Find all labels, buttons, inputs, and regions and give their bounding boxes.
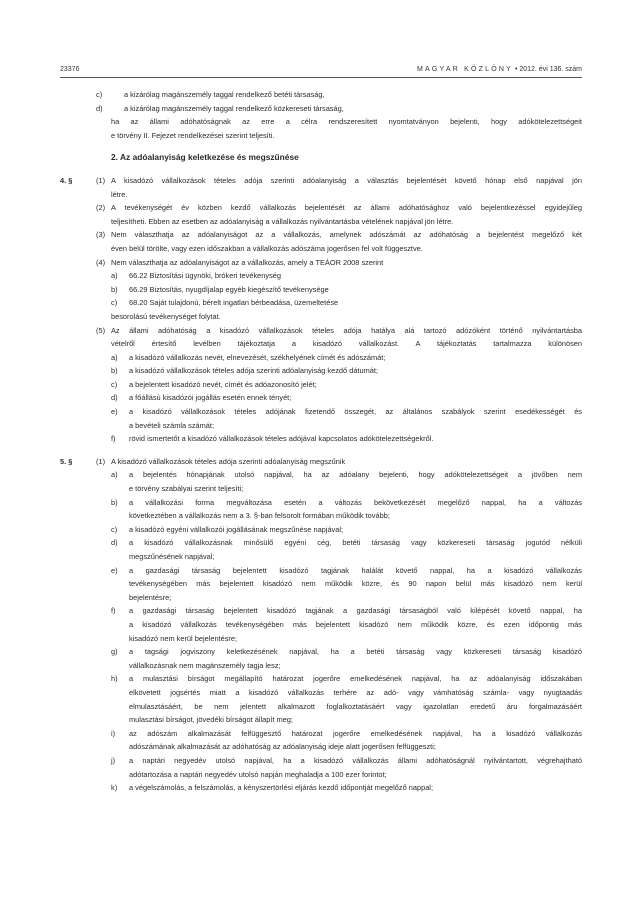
item-label: h) bbox=[111, 674, 118, 684]
list-item bbox=[60, 296, 582, 310]
list-item bbox=[60, 102, 582, 116]
list-item bbox=[60, 645, 582, 659]
item-text: a főállású kisadózói jogállás esetén ennek tényét; bbox=[129, 393, 292, 403]
list-item bbox=[60, 432, 582, 446]
item-text: mulasztási bírságot, jövedéki bírságot állapít meg; bbox=[129, 715, 293, 725]
item-label: d) bbox=[96, 103, 103, 113]
item-text: a naptári negyedév utolsó napjával, ha a kisadózó vállalkozás állami adóhatóságnál nyilvántartott, végrehajtható bbox=[129, 755, 582, 765]
list-item bbox=[60, 781, 582, 795]
paragraph-number: (2) bbox=[96, 203, 106, 213]
separator-bullet: • bbox=[514, 66, 518, 73]
item-text: a vállalkozási forma megváltozása esetén a változás bekövetkezését megelőző nappal, ha a változás bbox=[129, 497, 582, 507]
list-item bbox=[60, 727, 582, 741]
list-item bbox=[60, 269, 582, 283]
paragraph-line bbox=[60, 174, 582, 188]
item-text: elkövetett jogsértés miatt a kisadózó vállalkozás terhére az adó- vagy vámhatóság számla- vagy nyugtaadás bbox=[129, 687, 582, 697]
item-text: a gazdasági társaság bejelentett kisadózó tagjának halálát követő nappal, ha a kisadózó vállalkozás bbox=[129, 565, 582, 575]
item-label: c) bbox=[111, 298, 118, 308]
paragraph-number: (3) bbox=[96, 230, 106, 240]
item-text: bejelentésre; bbox=[129, 592, 172, 602]
paragraph-number: (1) bbox=[96, 175, 106, 185]
list-item bbox=[60, 405, 582, 419]
list-item bbox=[60, 351, 582, 365]
paragraph-line: e törvény II. Fejezet rendelkezései szerint teljesíti. bbox=[111, 130, 275, 140]
list-item bbox=[60, 88, 582, 102]
paragraph-number: (4) bbox=[96, 257, 106, 267]
paragraph-number: (5) bbox=[96, 325, 106, 335]
item-label: a) bbox=[111, 470, 118, 480]
list-item bbox=[60, 604, 582, 618]
paragraph-line: vételről értesítő levélben tájékoztatja a kisadózó vállalkozást. A tájékoztatás tartalmazza különösen bbox=[111, 339, 582, 349]
item-text: tevékenységében más bejelentett kisadózó nem működik közre, és 90 napon belül más kisadózó nem kerül bbox=[129, 579, 582, 589]
item-label: i) bbox=[111, 728, 116, 738]
issue-info: 2012. évi 136. szám bbox=[519, 66, 582, 73]
list-item bbox=[60, 391, 582, 405]
list-item bbox=[60, 536, 582, 550]
item-text: 68.20 Saját tulajdonú, bérelt ingatlan bérbeadása, üzemeltetése bbox=[129, 298, 339, 308]
item-text: a bejelentés hónapjának utolsó napjával, ha az adóalany bejelenti, hogy adókötelezettségeit a jövőben nem bbox=[129, 470, 582, 480]
item-label: b) bbox=[111, 284, 118, 294]
item-text: a kizárólag magánszemély taggal rendelkező betéti társaság, bbox=[124, 90, 325, 99]
paragraph-line bbox=[60, 201, 582, 215]
paragraph-text: A tevékenységét év közben kezdő vállalkozás bejelentését az állami adóhatósághoz való bejelentkezéssel egyidejűleg bbox=[111, 203, 582, 213]
section-number: 5. § bbox=[60, 456, 73, 466]
list-item bbox=[60, 283, 582, 297]
paragraph-line: éven belül törölte, vagy ezen időszakban a vállalkozás adószáma jogerősen fel volt függesztve. bbox=[111, 243, 423, 253]
list-item bbox=[60, 523, 582, 537]
item-label: g) bbox=[111, 647, 118, 657]
item-text: 66.22 Biztosítási ügynöki, brókeri tevékenység bbox=[129, 271, 282, 281]
paragraph-text: Nem választhatja az adóalanyiságot az a vállalkozás, amely a TEÁOR 2008 szerint bbox=[111, 257, 384, 267]
list-item bbox=[60, 754, 582, 768]
list-item bbox=[60, 468, 582, 482]
item-text: a mulasztási bírságot megállapító határozat jogerőre emelkedésének napjával, ha az adóalanyiság időszakában bbox=[129, 674, 582, 684]
item-text: a gazdasági társaság bejelentett kisadózó tagjának a gazdasági társaságból való kilépését követő nappal, ha bbox=[129, 606, 582, 616]
item-text: 66.29 Biztosítás, nyugdíjalap egyéb kiegészítő tevékenysége bbox=[129, 284, 329, 294]
paragraph-line bbox=[60, 455, 582, 469]
paragraph-line: létre. bbox=[111, 189, 128, 199]
item-text: következtében a vállalkozás nem a 3. §-ban felsorolt formában működik tovább; bbox=[129, 511, 390, 521]
document-body bbox=[60, 88, 582, 795]
paragraph-line bbox=[60, 324, 582, 338]
list-item bbox=[60, 378, 582, 392]
item-text: a kisadózó vállalkozás nevét, elnevezését, székhelyének címét és adószámát; bbox=[129, 352, 386, 362]
paragraph-text: Nem választhatja az adóalanyiságot az a vállalkozás, amelynek adószámát az adóhatóság a bejelentést megelőző két bbox=[111, 230, 582, 240]
list-item bbox=[60, 364, 582, 378]
item-text: adótartozása a naptári negyedév utolsó napján meghaladja a 100 ezer forintot; bbox=[129, 769, 387, 779]
item-label: f) bbox=[111, 434, 116, 444]
item-label: c) bbox=[111, 379, 118, 389]
item-text: vállalkozásnak nem magánszemély tagja lesz; bbox=[129, 660, 281, 670]
item-text: a kisadózó vállalkozás tevékenységében más bejelentett kisadózó nem működik közre, és ezen időpontig más bbox=[129, 619, 582, 629]
item-text: a bejelentett kisadózó nevét, címét és adóazonosító jelét; bbox=[129, 379, 317, 389]
paragraph-line: teljesítheti. Ebben az esetben az adóalanyiság a vállalkozás nyilvántartásba vételének napjával jön létre. bbox=[111, 216, 454, 226]
paragraph-line: besorolású tevékenységet folytat. bbox=[111, 311, 221, 321]
header-rule bbox=[60, 77, 582, 78]
item-text: a kisadózó vállalkozások tételes adójának fizetendő összegét, az általános szabályok szerint esedékességét és bbox=[129, 407, 582, 417]
item-label: a) bbox=[111, 271, 118, 281]
item-label: f) bbox=[111, 606, 116, 616]
item-text: elmulasztásáért, be nem jelentett alkalmazott foglalkoztatásáért vagy igazolatlan eredetű áru forgalmazásáért bbox=[129, 701, 582, 711]
item-label: e) bbox=[111, 407, 118, 417]
paragraph-text: A kisadózó vállalkozások tételes adója szerinti adóalanyiság megszűnik bbox=[111, 456, 346, 466]
paragraph-text: Az állami adóhatóság a kisadózó vállalkozások tételes adója hatálya alá tartozó adózóként történő nyilvántartásba bbox=[111, 325, 582, 335]
list-item bbox=[60, 564, 582, 578]
section-heading: 2. Az adóalanyiság keletkezése és megszűnése bbox=[111, 152, 299, 163]
item-text: a kizárólag magánszemély taggal rendelkező közkereseti társaság, bbox=[124, 103, 344, 113]
paragraph-line bbox=[60, 228, 582, 242]
item-label: d) bbox=[111, 393, 118, 403]
list-item bbox=[60, 496, 582, 510]
item-label: b) bbox=[111, 366, 118, 376]
item-text: a kisadózó egyéni vállalkozói jogállásának megszűnése napjával; bbox=[129, 524, 344, 534]
item-text: megszűnésének napjával; bbox=[129, 552, 215, 561]
item-text: adószámának alkalmazását az adóhatóság az adóalanyiság ideje alatt jogerősen felfüggeszti; bbox=[129, 742, 436, 752]
publication-info bbox=[417, 66, 582, 73]
list-item bbox=[60, 672, 582, 686]
item-text: a kisadózó vállalkozások tételes adója szerinti adóalanyiság kezdő dátumát; bbox=[129, 366, 378, 376]
paragraph-line: ha az állami adóhatóságnak az erre a célra rendszeresített nyomtatványon bejelenti, hogy adókötelezettségeit bbox=[111, 117, 582, 127]
item-text: az adószám alkalmazását felfüggesztő határozat jogerőre emelkedésének napjával, ha a kisadózó vállalkozás bbox=[129, 728, 582, 738]
item-label: e) bbox=[111, 565, 118, 575]
page-number: 23376 bbox=[60, 66, 80, 73]
paragraph-number: (1) bbox=[96, 456, 106, 466]
item-text: rövid ismertetőt a kisadózó vállalkozások tételes adójával kapcsolatos adókötelezettségekről. bbox=[129, 434, 434, 444]
item-text: a bevételi számla számát; bbox=[129, 420, 215, 430]
item-label: a) bbox=[111, 352, 118, 362]
item-text: e törvény szabályai szerint teljesíti; bbox=[129, 484, 244, 494]
item-label: d) bbox=[111, 538, 118, 548]
item-label: j) bbox=[111, 755, 116, 765]
item-text: a végelszámolás, a felszámolás, a kényszertörlési eljárás kezdő időpontját megelőző nappal; bbox=[129, 783, 434, 793]
item-text: a kisadózó vállalkozásnak minősülő egyéni cég, betéti társaság vagy közkereseti társaság jogutód nélküli bbox=[129, 538, 582, 548]
item-label: c) bbox=[96, 90, 103, 99]
journal-name: MAGYAR KÖZLÖNY bbox=[416, 66, 513, 73]
item-text: a tagsági jogviszony keletkezésének napjával, ha a betéti társaság vagy közkereseti társaság kisadózó bbox=[129, 647, 582, 657]
item-text: kisadózó nem kerül bejelentésre; bbox=[129, 633, 238, 643]
paragraph-text: A kisadózó vállalkozások tételes adója szerinti adóalanyiság a választás bejelentését követő hónap első napjával jön bbox=[111, 175, 582, 185]
paragraph-line bbox=[60, 256, 582, 270]
item-label: b) bbox=[111, 497, 118, 507]
item-label: k) bbox=[111, 783, 118, 793]
item-label: c) bbox=[111, 524, 118, 534]
section-number: 4. § bbox=[60, 175, 73, 185]
